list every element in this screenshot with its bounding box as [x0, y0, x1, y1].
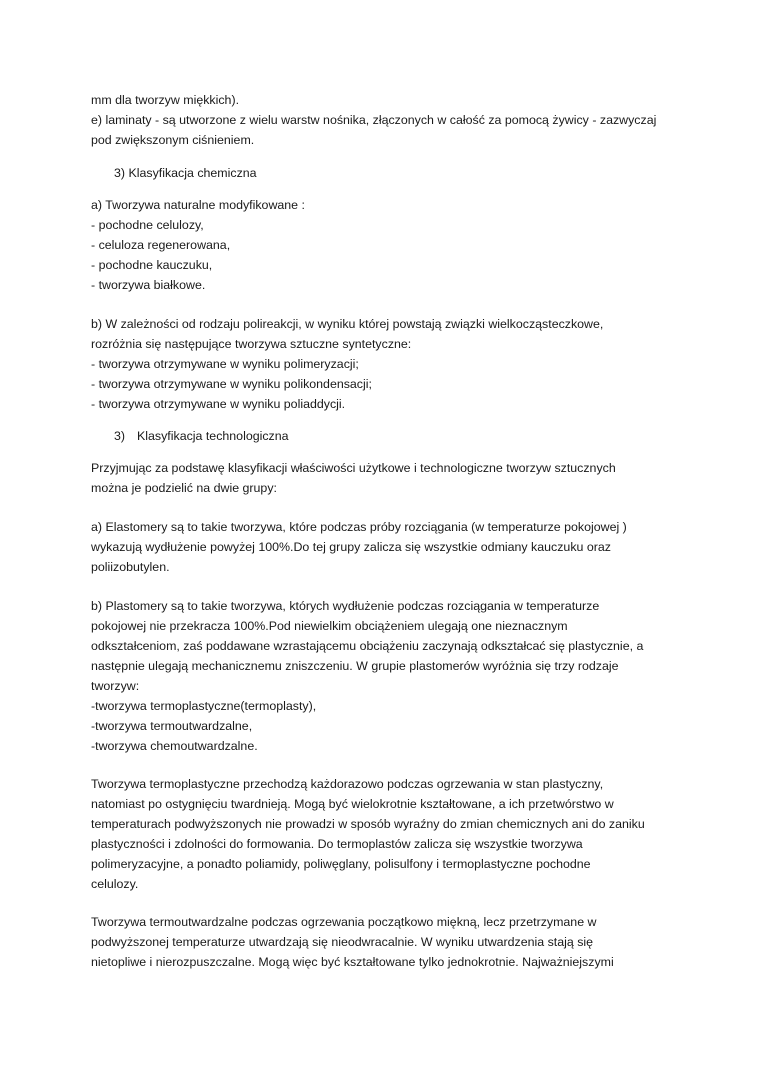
text-line: mm dla tworzyw miękkich). — [91, 93, 240, 107]
text-line: Przyjmując za podstawę klasyfikacji właściwości użytkowe i technologiczne tworzyw sztucznych — [91, 461, 616, 475]
text-line: temperaturach podwyższonych nie prowadzi w sposób wyraźny do zmian chemicznych ani do zaniku — [91, 817, 645, 831]
list-item: - celuloza regenerowana, — [91, 238, 231, 252]
text-line: celulozy. — [91, 877, 139, 891]
text-line: nietopliwe i nierozpuszczalne. Mogą więc być kształtowane tylko jednokrotnie. Najważniejszymi — [91, 955, 614, 969]
text-line: Tworzywa termoutwardzalne podczas ogrzewania początkowo miękną, lecz przetrzymane w — [91, 915, 597, 929]
text-line: tworzyw: — [91, 679, 140, 693]
text-line: można je podzielić na dwie grupy: — [91, 481, 277, 495]
text-line: e) laminaty - są utworzone z wielu warstw nośnika, złączonych w całość za pomocą żywicy - zazwyczaj — [91, 113, 657, 127]
text-line: a) Tworzywa naturalne modyfikowane : — [91, 198, 305, 212]
section-heading-technological: Klasyfikacja technologiczna — [137, 429, 289, 443]
list-item: - tworzywa otrzymywane w wyniku poliaddycji. — [91, 397, 346, 411]
text-line: odkształceniom, zaś poddawane wzrastającemu obciążeniu zaczynają odkształcać się plastycznie, a — [91, 639, 644, 653]
list-item: -tworzywa termoutwardzalne, — [91, 719, 253, 733]
text-line: podwyższonej temperaturze utwardzają się nieodwracalnie. W wyniku utwardzenia stają się — [91, 935, 594, 949]
list-item: - tworzywa otrzymywane w wyniku polikondensacji; — [91, 377, 372, 391]
text-line: następnie ulegają mechanicznemu zniszczeniu. W grupie plastomerów wyróżnia się trzy rodzaje — [91, 659, 619, 673]
section-heading-number: 3) — [114, 429, 126, 443]
list-item: - pochodne celulozy, — [91, 218, 204, 232]
list-item: - tworzywa białkowe. — [91, 278, 206, 292]
text-line: natomiast po ostygnięciu twardnieją. Mogą być wielokrotnie kształtowane, a ich przetwórstwo w — [91, 797, 614, 811]
list-item: - pochodne kauczuku, — [91, 258, 213, 272]
text-line: pod zwiększonym ciśnieniem. — [91, 133, 255, 147]
text-line: wykazują wydłużenie powyżej 100%.Do tej grupy zalicza się wszystkie odmiany kauczuku oraz — [91, 540, 611, 554]
list-item: -tworzywa termoplastyczne(termoplasty), — [91, 699, 317, 713]
text-line: polimeryzacyjne, a ponadto poliamidy, poliwęglany, polisulfony i termoplastyczne pochodne — [91, 857, 591, 871]
list-item: - tworzywa otrzymywane w wyniku polimeryzacji; — [91, 357, 359, 371]
text-line: plastyczności i zdolności do formowania. Do termoplastów zalicza się wszystkie tworzywa — [91, 837, 583, 851]
list-item: -tworzywa chemoutwardzalne. — [91, 739, 258, 753]
text-line: rozróżnia się następujące tworzywa sztuczne syntetyczne: — [91, 337, 412, 351]
text-line: Tworzywa termoplastyczne przechodzą każdorazowo podczas ogrzewania w stan plastyczny, — [91, 777, 604, 791]
text-line: poliizobutylen. — [91, 560, 170, 574]
text-line: pokojowej nie przekracza 100%.Pod niewielkim obciążeniem ulegają one nieznacznym — [91, 619, 568, 633]
text-line: a) Elastomery są to takie tworzywa, które podczas próby rozciągania (w temperaturze pokojowej ) — [91, 520, 627, 534]
section-heading-chemical: 3) Klasyfikacja chemiczna — [114, 166, 257, 180]
text-line: b) Plastomery są to takie tworzywa, których wydłużenie podczas rozciągania w temperaturze — [91, 599, 600, 613]
text-line: b) W zależności od rodzaju polireakcji, w wyniku której powstają związki wielkocząsteczkowe, — [91, 317, 604, 331]
